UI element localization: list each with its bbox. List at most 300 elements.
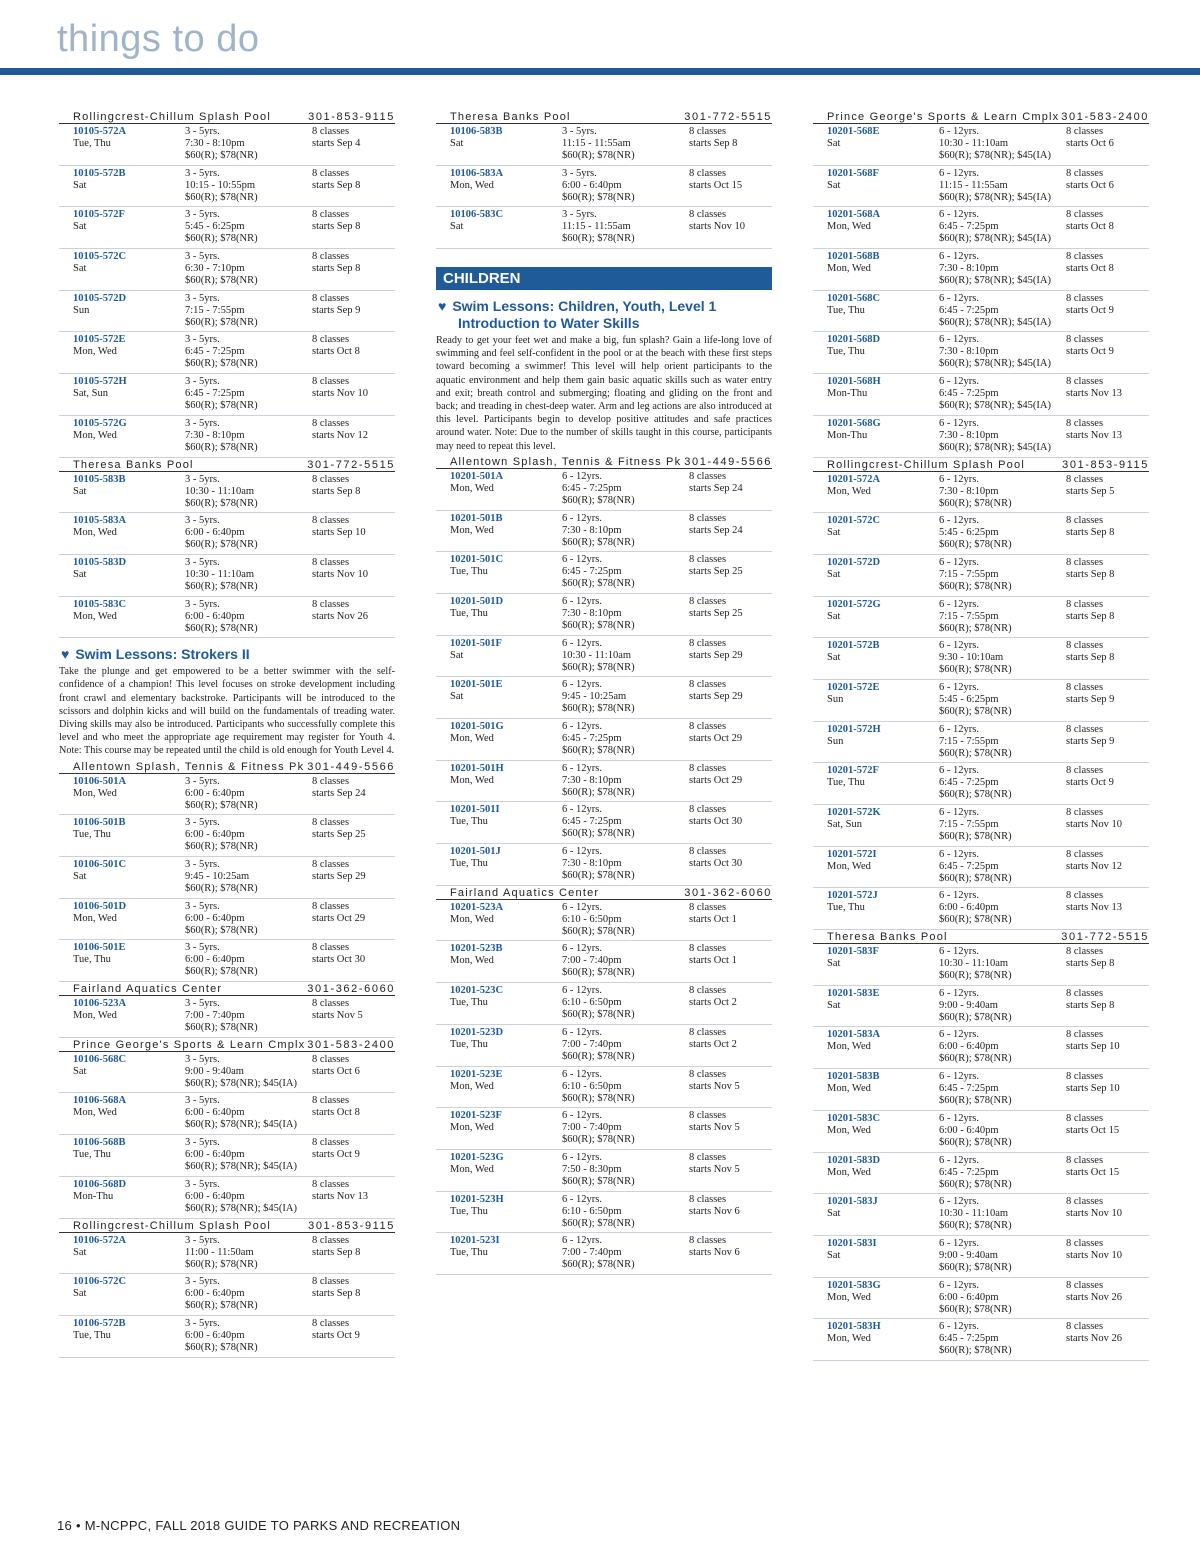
class-code-link[interactable]: 10201-501G [450, 721, 504, 733]
class-code-link[interactable]: 10105-572H [73, 376, 127, 388]
entry-id-cell [450, 1194, 562, 1218]
class-code-link[interactable]: 10106-572A [73, 1234, 127, 1246]
class-code-link[interactable]: 10201-583G [827, 1279, 881, 1291]
class-code-link[interactable]: 10201-523F [450, 1110, 502, 1122]
class-fee: $60(R); $78(NR) [562, 828, 635, 840]
class-age: 6 - 12yrs. [562, 554, 602, 566]
column-2 [436, 110, 772, 1275]
entry-time-cell [562, 471, 688, 495]
class-days: Sat [827, 527, 841, 539]
class-age: 3 - 5yrs. [185, 1095, 220, 1107]
class-count: 8 classes [312, 292, 350, 304]
entry-time-cell [939, 849, 1065, 873]
class-fee: $60(R); $78(NR) [939, 497, 1012, 509]
class-entry [59, 332, 395, 374]
class-code-link[interactable]: 10201-501J [450, 846, 501, 858]
class-code-link[interactable]: 10201-523B [450, 943, 503, 955]
class-time: 6:45 - 7:25pm [939, 1333, 999, 1345]
class-code-link[interactable]: 10201-523E [450, 1068, 503, 1080]
column-1 [59, 110, 395, 1358]
entry-count-cell [1066, 1155, 1150, 1179]
class-code-link[interactable]: 10106-572B [73, 1317, 126, 1329]
class-code-link[interactable]: 10106-568A [73, 1095, 127, 1107]
entry-id-cell [450, 763, 562, 787]
class-days: Tue, Thu [827, 777, 865, 789]
class-code-link[interactable]: 10201-572J [827, 890, 878, 902]
class-entry [59, 472, 395, 514]
class-entry [436, 1150, 772, 1192]
entry-time-cell [939, 988, 1065, 1012]
section-subtitle-text: Introduction to Water Skills [458, 315, 640, 332]
entry-count-cell [312, 776, 396, 800]
class-code-link[interactable]: 10201-583A [827, 1029, 881, 1041]
entry-time-cell [185, 293, 311, 317]
venue-header [813, 458, 1149, 472]
class-entry [813, 597, 1149, 639]
class-code-link[interactable]: 10106-568B [73, 1137, 126, 1149]
class-fee: $60(R); $78(NR); $45(IA) [939, 400, 1051, 412]
class-code-link[interactable]: 10201-583F [827, 946, 879, 958]
class-count: 8 classes [689, 1151, 727, 1163]
class-fee: $60(R); $78(NR) [185, 1341, 258, 1353]
class-days: Sat [73, 568, 87, 580]
class-code-link[interactable]: 10201-568G [827, 417, 881, 429]
venue-phone: 301-853-9115 [308, 111, 395, 123]
class-days: Mon, Wed [827, 221, 871, 233]
class-days: Mon, Wed [450, 913, 494, 925]
class-code-link[interactable]: 10201-583J [827, 1196, 878, 1208]
class-age: 6 - 12yrs. [939, 1071, 979, 1083]
class-age: 3 - 5yrs. [185, 473, 220, 485]
class-fee: $60(R); $78(NR) [185, 966, 258, 978]
entry-time-cell [562, 209, 688, 233]
class-count: 8 classes [312, 126, 350, 137]
class-fee: $60(R); $78(NR) [185, 316, 258, 328]
class-entry [813, 888, 1149, 930]
class-fee: $60(R); $78(NR) [185, 150, 258, 161]
class-start: starts Oct 30 [312, 954, 366, 966]
class-time: 5:45 - 6:25pm [939, 527, 999, 539]
class-days: Sat [73, 221, 87, 233]
class-code-link[interactable]: 10201-572D [827, 556, 881, 568]
class-age: 3 - 5yrs. [185, 1053, 220, 1065]
class-days: Mon, Wed [73, 787, 117, 799]
class-code-link[interactable]: 10201-501E [450, 679, 503, 691]
class-code-link[interactable]: 10106-572C [73, 1276, 127, 1288]
entry-id-cell [450, 209, 562, 233]
class-age: 6 - 12yrs. [939, 598, 979, 610]
entry-id-cell [73, 168, 185, 192]
class-start: starts Sep 29 [689, 649, 743, 661]
entry-id-cell [73, 1095, 185, 1119]
class-days: Sat [827, 1249, 841, 1261]
class-start: starts Sep 25 [689, 566, 743, 578]
class-start: starts Nov 10 [312, 568, 368, 580]
section-title-strokers-ii [59, 646, 395, 663]
venue-group [59, 1038, 395, 1219]
class-start: starts Oct 15 [689, 179, 743, 191]
class-days: Mon-Thu [827, 429, 868, 441]
entry-time-cell [185, 776, 311, 800]
class-code-link[interactable]: 10201-572H [827, 723, 881, 735]
class-count: 8 classes [1066, 292, 1104, 304]
venue-group [813, 110, 1149, 458]
class-code-link[interactable]: 10201-568E [827, 126, 880, 137]
class-fee: $60(R); $78(NR); $45(IA) [939, 233, 1051, 245]
class-time: 7:30 - 8:10pm [562, 858, 622, 870]
entry-count-cell [1066, 765, 1150, 789]
class-count: 8 classes [1066, 417, 1104, 429]
class-code-link[interactable]: 10106-501C [73, 859, 127, 871]
entry-time-cell [185, 1137, 311, 1161]
class-entry [436, 1025, 772, 1067]
class-days: Sat [827, 179, 841, 191]
class-time: 6:00 - 6:40pm [562, 179, 622, 191]
class-code-link[interactable]: 10105-572C [73, 251, 127, 263]
class-code-link[interactable]: 10106-501D [73, 900, 127, 912]
page-footer: 16 • M-NCPPC, FALL 2018 GUIDE TO PARKS AND RECREATION [57, 1518, 461, 1533]
class-code-link[interactable]: 10201-568C [827, 292, 881, 304]
class-count: 8 classes [689, 470, 727, 482]
entry-id-cell [827, 946, 939, 970]
class-count: 8 classes [689, 554, 727, 566]
class-age: 3 - 5yrs. [185, 126, 220, 137]
entry-id-cell [73, 293, 185, 317]
class-code-link[interactable]: 10201-572K [827, 807, 881, 818]
class-code-link[interactable]: 10201-523H [450, 1193, 504, 1205]
class-start: starts Oct 30 [689, 816, 743, 828]
class-days: Sat, Sun [73, 388, 109, 400]
entry-time-cell [939, 1196, 1065, 1220]
class-start: starts Nov 10 [1066, 819, 1122, 830]
class-time: 6:10 - 6:50pm [562, 1205, 622, 1217]
class-age: 6 - 12yrs. [939, 890, 979, 902]
venue-group [436, 455, 772, 886]
class-entry [813, 1319, 1149, 1361]
entry-time-cell [185, 859, 311, 883]
class-code-link[interactable]: 10201-583E [827, 987, 880, 999]
class-days: Mon, Wed [450, 1122, 494, 1134]
class-entry [59, 1233, 395, 1275]
venue-name: Prince George's Sports & Learn Cmplx [73, 1038, 306, 1051]
class-entry [59, 1316, 395, 1358]
class-count: 8 classes [689, 901, 727, 913]
class-code-link[interactable]: 10106-568D [73, 1178, 127, 1190]
class-time: 6:00 - 6:40pm [185, 610, 245, 622]
class-code-link[interactable]: 10105-583A [73, 515, 127, 527]
class-entry [436, 802, 772, 844]
class-code-link[interactable]: 10201-583B [827, 1071, 880, 1083]
class-code-link[interactable]: 10201-583H [827, 1321, 881, 1333]
class-start: starts Sep 9 [1066, 735, 1115, 747]
class-code-link[interactable]: 10105-572D [73, 292, 127, 304]
class-entry [813, 944, 1149, 986]
class-start: starts Oct 9 [312, 1149, 360, 1161]
class-code-link[interactable]: 10106-501B [73, 817, 126, 829]
entry-time-cell [939, 1321, 1065, 1345]
class-entry [59, 1052, 395, 1094]
class-count: 8 classes [689, 679, 727, 691]
class-start: starts Sep 8 [1066, 999, 1115, 1011]
class-code-link[interactable]: 10201-572B [827, 640, 880, 652]
class-code-link[interactable]: 10201-568B [827, 251, 880, 263]
class-days: Mon, Wed [450, 955, 494, 967]
entry-time-cell [185, 1318, 311, 1342]
class-code-link[interactable]: 10201-572I [827, 848, 877, 860]
entry-count-cell [312, 901, 396, 925]
class-fee: $60(R); $78(NR) [562, 786, 635, 798]
entry-id-cell [827, 599, 939, 623]
class-time: 7:15 - 7:55pm [939, 610, 999, 622]
class-days: Sat [827, 610, 841, 622]
class-fee: $60(R); $78(NR) [562, 925, 635, 937]
class-count: 8 classes [1066, 334, 1104, 346]
class-fee: $60(R); $78(NR) [939, 1178, 1012, 1190]
class-entry [436, 761, 772, 803]
class-code-link[interactable]: 10201-572C [827, 515, 881, 527]
class-code-link[interactable]: 10201-523G [450, 1151, 504, 1163]
class-start: starts Nov 13 [1066, 902, 1122, 914]
class-time: 7:30 - 8:10pm [939, 263, 999, 275]
class-time: 6:10 - 6:50pm [562, 997, 622, 1009]
entry-time-cell [562, 554, 688, 578]
class-code-link[interactable]: 10201-583D [827, 1154, 881, 1166]
class-age: 6 - 12yrs. [939, 417, 979, 429]
class-start: starts Oct 6 [312, 1065, 360, 1077]
class-start: starts Nov 13 [1066, 429, 1122, 441]
entry-count-cell [1066, 1280, 1150, 1304]
class-code-link[interactable]: 10106-583C [450, 209, 504, 221]
class-start: starts Sep 8 [1066, 568, 1115, 580]
class-count: 8 classes [689, 126, 727, 137]
entry-count-cell [1066, 807, 1150, 831]
class-days: Sat [450, 221, 464, 233]
entry-id-cell [827, 849, 939, 873]
entry-time-cell [562, 1027, 688, 1051]
class-code-link[interactable]: 10201-572E [827, 681, 880, 693]
class-time: 6:00 - 6:40pm [185, 954, 245, 966]
class-time: 7:00 - 7:40pm [185, 1010, 245, 1022]
class-code-link[interactable]: 10106-523A [73, 998, 127, 1010]
class-days: Mon, Wed [73, 429, 117, 441]
class-fee: $60(R); $78(NR) [939, 872, 1012, 884]
entry-time-cell [562, 943, 688, 967]
class-code-link[interactable]: 10105-572A [73, 126, 127, 137]
class-code-link[interactable]: 10106-568C [73, 1053, 127, 1065]
entry-id-cell [827, 209, 939, 233]
entry-id-cell [73, 515, 185, 539]
entry-id-cell [450, 679, 562, 703]
class-start: starts Oct 9 [1066, 777, 1114, 789]
class-entry [813, 1069, 1149, 1111]
class-days: Tue, Thu [450, 566, 488, 578]
class-code-link[interactable]: 10201-501F [450, 637, 502, 649]
class-code-link[interactable]: 10105-572F [73, 209, 125, 221]
class-code-link[interactable]: 10105-572B [73, 167, 126, 179]
class-entry [813, 1194, 1149, 1236]
class-count: 8 classes [1066, 765, 1104, 777]
class-time: 9:00 - 9:40am [185, 1065, 244, 1077]
entry-id-cell [827, 418, 939, 442]
class-time: 6:00 - 6:40pm [185, 1190, 245, 1202]
venue-name: Theresa Banks Pool [73, 458, 194, 471]
class-code-link[interactable]: 10106-501E [73, 942, 126, 954]
class-fee: $60(R); $78(NR) [939, 705, 1012, 717]
venue-phone: 301-853-9115 [1062, 458, 1149, 471]
class-entry [813, 763, 1149, 805]
class-code-link[interactable]: 10201-523C [450, 985, 504, 997]
class-start: starts Sep 24 [312, 787, 366, 799]
entry-time-cell [562, 902, 688, 926]
class-code-link[interactable]: 10201-572F [827, 765, 879, 777]
class-count: 8 classes [689, 512, 727, 524]
class-time: 7:15 - 7:55pm [939, 819, 999, 830]
venue-group [59, 1219, 395, 1358]
entry-time-cell [939, 293, 1065, 317]
class-code-link[interactable]: 10201-501C [450, 554, 504, 566]
class-fee: $60(R); $78(NR) [562, 150, 635, 161]
class-code-link[interactable]: 10201-568H [827, 376, 881, 388]
class-code-link[interactable]: 10106-583B [450, 126, 503, 137]
class-code-link[interactable]: 10105-572E [73, 334, 126, 346]
entry-count-cell [312, 1137, 396, 1161]
class-count: 8 classes [1066, 209, 1104, 221]
entry-time-cell [562, 1110, 688, 1134]
class-days: Sat [73, 1246, 87, 1258]
class-fee: $60(R); $78(NR) [185, 233, 258, 245]
class-entry [813, 680, 1149, 722]
class-entry [436, 983, 772, 1025]
class-code-link[interactable]: 10201-572G [827, 598, 881, 610]
class-start: starts Nov 26 [312, 610, 368, 622]
entry-count-cell [312, 1235, 396, 1259]
entry-id-cell [827, 682, 939, 706]
class-count: 8 classes [312, 817, 350, 829]
entry-time-cell [562, 1194, 688, 1218]
class-start: starts Nov 10 [312, 388, 368, 400]
class-fee: $60(R); $78(NR) [185, 539, 258, 551]
class-start: starts Oct 1 [689, 913, 737, 925]
class-entry [436, 900, 772, 942]
class-start: starts Sep 8 [312, 1288, 361, 1300]
class-code-link[interactable]: 10106-583A [450, 167, 504, 179]
class-code-link[interactable]: 10201-583I [827, 1237, 877, 1249]
entry-time-cell [185, 251, 311, 275]
class-start: starts Oct 29 [312, 912, 366, 924]
class-count: 8 classes [312, 1178, 350, 1190]
class-time: 6:45 - 7:25pm [939, 860, 999, 872]
entry-count-cell [689, 1069, 773, 1093]
class-count: 8 classes [312, 1317, 350, 1329]
class-fee: $60(R); $78(NR) [562, 703, 635, 715]
class-fee: $60(R); $78(NR) [185, 358, 258, 370]
venue-name: Rollingcrest-Chillum Splash Pool [73, 1219, 271, 1232]
entry-count-cell [312, 126, 396, 150]
entry-time-cell [939, 376, 1065, 400]
class-code-link[interactable]: 10201-568F [827, 167, 879, 179]
entry-count-cell [1066, 418, 1150, 442]
entry-count-cell [1066, 126, 1150, 150]
entry-count-cell [689, 1194, 773, 1218]
class-code-link[interactable]: 10106-501A [73, 775, 127, 787]
class-code-link[interactable]: 10105-583B [73, 473, 126, 485]
class-days: Mon, Wed [450, 733, 494, 745]
entry-id-cell [827, 251, 939, 275]
class-fee: $60(R); $78(NR); $45(IA) [939, 441, 1051, 453]
class-age: 6 - 12yrs. [562, 595, 602, 607]
class-days: Tue, Thu [73, 1149, 111, 1161]
class-age: 6 - 12yrs. [939, 334, 979, 346]
class-code-link[interactable]: 10105-583C [73, 598, 127, 610]
entry-time-cell [939, 418, 1065, 442]
class-age: 6 - 12yrs. [939, 1321, 979, 1333]
class-start: starts Oct 9 [1066, 346, 1114, 358]
class-count: 8 classes [312, 167, 350, 179]
class-code-link[interactable]: 10201-501H [450, 762, 504, 774]
class-entry [436, 636, 772, 678]
class-code-link[interactable]: 10201-568A [827, 209, 881, 221]
class-start: starts Nov 12 [1066, 860, 1122, 872]
entry-id-cell [450, 513, 562, 537]
entry-count-cell [1066, 724, 1150, 748]
class-time: 5:45 - 6:25pm [939, 693, 999, 705]
class-code-link[interactable]: 10105-572G [73, 417, 127, 429]
class-count: 8 classes [689, 1068, 727, 1080]
class-code-link[interactable]: 10201-501D [450, 595, 504, 607]
class-time: 11:15 - 11:55am [939, 179, 1008, 191]
class-code-link[interactable]: 10105-583D [73, 556, 127, 568]
entry-id-cell [827, 1321, 939, 1345]
entry-count-cell [689, 1235, 773, 1259]
class-time: 6:00 - 6:40pm [185, 1288, 245, 1300]
class-start: starts Nov 13 [1066, 388, 1122, 400]
class-code-link[interactable]: 10201-572A [827, 473, 881, 485]
class-entry [59, 124, 395, 166]
class-count: 8 classes [312, 515, 350, 527]
class-age: 3 - 5yrs. [185, 817, 220, 829]
class-count: 8 classes [689, 804, 727, 816]
class-count: 8 classes [312, 1234, 350, 1246]
class-entry [59, 1135, 395, 1177]
class-start: starts Sep 9 [1066, 693, 1115, 705]
class-code-link[interactable]: 10201-568D [827, 334, 881, 346]
page-header [0, 0, 1200, 78]
class-fee: $60(R); $78(NR) [562, 578, 635, 590]
entry-id-cell [450, 1152, 562, 1176]
class-count: 8 classes [1066, 1071, 1104, 1083]
class-time: 7:15 - 7:55pm [185, 304, 245, 316]
entry-time-cell [562, 763, 688, 787]
class-start: starts Nov 6 [689, 1205, 740, 1217]
entry-id-cell [827, 334, 939, 358]
class-time: 6:00 - 6:40pm [939, 1124, 999, 1136]
class-entry [813, 472, 1149, 514]
class-code-link[interactable]: 10201-583C [827, 1112, 881, 1124]
class-code-link[interactable]: 10201-501B [450, 512, 503, 524]
entry-time-cell [939, 557, 1065, 581]
class-days: Tue, Thu [450, 1247, 488, 1259]
class-code-link[interactable]: 10201-501A [450, 470, 504, 482]
class-days: Tue, Thu [450, 607, 488, 619]
class-code-link[interactable]: 10201-523D [450, 1026, 504, 1038]
class-code-link[interactable]: 10201-523A [450, 901, 504, 913]
venue-header [59, 1219, 395, 1233]
class-days: Mon, Wed [827, 1083, 871, 1095]
class-code-link[interactable]: 10201-523I [450, 1235, 500, 1247]
entry-count-cell [312, 1095, 396, 1119]
class-entry [436, 511, 772, 553]
class-code-link[interactable]: 10201-501I [450, 804, 500, 816]
